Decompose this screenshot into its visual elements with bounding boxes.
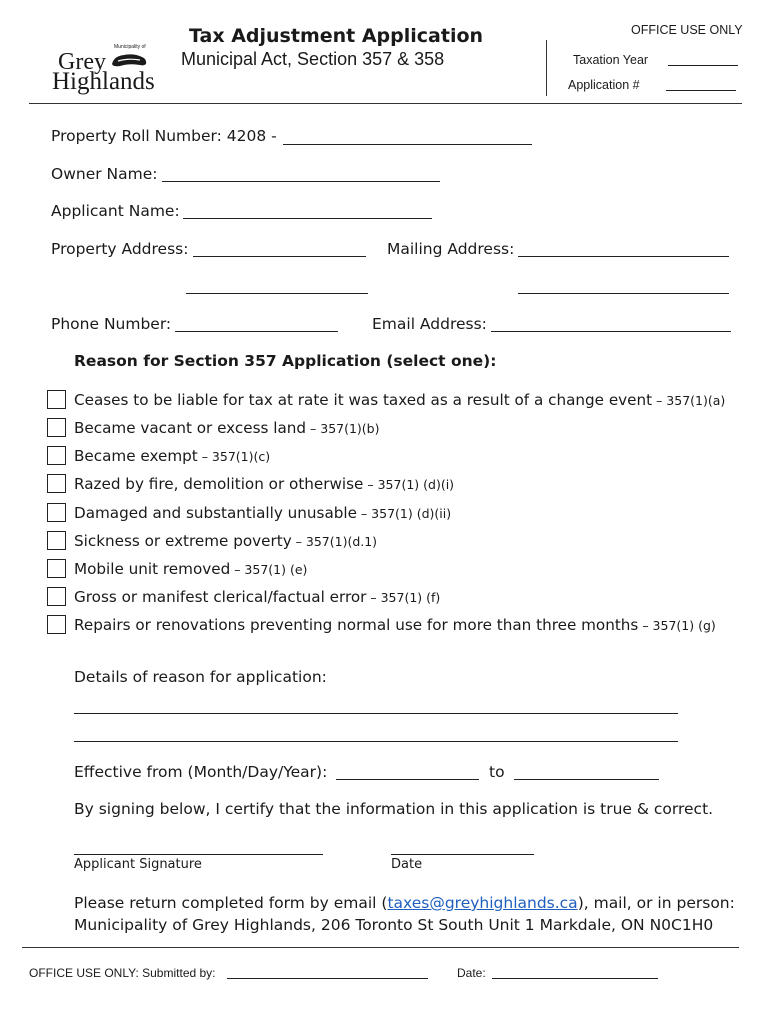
reason-checkbox[interactable]	[47, 503, 66, 522]
details-line-2[interactable]	[74, 741, 678, 742]
effective-from-label: Effective from (Month/Day/Year):	[74, 763, 328, 781]
reason-text: Razed by fire, demolition or otherwise	[74, 475, 364, 493]
reason-checkbox[interactable]	[47, 587, 66, 606]
reason-text: Gross or manifest clerical/factual error	[74, 588, 367, 606]
return-text-prefix: Please return completed form by email (	[74, 894, 388, 912]
footer-date-label: Date:	[457, 966, 486, 980]
reason-heading: Reason for Section 357 Application (select one):	[74, 352, 497, 370]
effective-to-field[interactable]	[514, 779, 659, 780]
phone-label: Phone Number:	[51, 315, 172, 333]
roll-number-label: Property Roll Number: 4208 -	[51, 127, 277, 145]
logo-grey-text: Grey	[58, 49, 106, 75]
mailing-address-field-1[interactable]	[518, 256, 729, 257]
property-address-field-1[interactable]	[193, 256, 366, 257]
email-field[interactable]	[491, 331, 731, 332]
reason-label	[74, 588, 440, 606]
taxation-year-field[interactable]	[668, 65, 738, 66]
applicant-name-field[interactable]	[183, 218, 432, 219]
reason-code: – 357(1) (d)(i)	[363, 477, 455, 492]
reason-code: – 357(1)(b)	[306, 421, 380, 436]
certify-statement: By signing below, I certify that the information in this application is true & correct.	[74, 800, 714, 818]
applicant-name-label: Applicant Name:	[51, 202, 180, 220]
email-link[interactable]: taxes@greyhighlands.ca	[387, 894, 578, 912]
return-instructions	[74, 894, 735, 912]
reason-label	[74, 504, 451, 522]
footer-divider	[22, 947, 739, 948]
phone-field[interactable]	[175, 331, 338, 332]
roll-number-field[interactable]	[283, 144, 532, 145]
header-divider-vertical	[546, 40, 547, 96]
signature-field[interactable]	[74, 854, 323, 855]
reason-text: Sickness or extreme poverty	[74, 532, 292, 550]
reason-checkbox[interactable]	[47, 474, 66, 493]
reason-label	[74, 447, 270, 465]
reason-label	[74, 475, 454, 493]
details-line-1[interactable]	[74, 713, 678, 714]
mailing-address-label: Mailing Address:	[387, 240, 515, 258]
reason-label	[74, 616, 716, 634]
logo	[52, 44, 162, 96]
reason-checkbox[interactable]	[47, 559, 66, 578]
reason-code: – 357(1) (e)	[230, 562, 308, 577]
reason-checkbox[interactable]	[47, 615, 66, 634]
reason-text: Repairs or renovations preventing normal use for more than three months	[74, 616, 639, 634]
page-subtitle: Municipal Act, Section 357 & 358	[181, 49, 445, 69]
reason-checkbox[interactable]	[47, 418, 66, 437]
municipality-address: Municipality of Grey Highlands, 206 Toronto St South Unit 1 Markdale, ON N0C1H0	[74, 916, 714, 934]
reason-code: – 357(1) (d)(ii)	[356, 506, 452, 521]
signature-date-field[interactable]	[391, 854, 534, 855]
page-title: Tax Adjustment Application	[189, 25, 484, 47]
logo-highlands-text: Highlands	[52, 68, 155, 95]
email-label: Email Address:	[372, 315, 487, 333]
application-number-label: Application #	[568, 78, 640, 92]
reason-code: – 357(1) (f)	[366, 590, 441, 605]
effective-from-field[interactable]	[336, 779, 479, 780]
reason-label	[74, 560, 307, 578]
taxation-year-label: Taxation Year	[573, 53, 649, 67]
footer-date-field[interactable]	[492, 978, 658, 979]
reason-label	[74, 419, 380, 437]
reason-text: Mobile unit removed	[74, 560, 231, 578]
property-address-field-2[interactable]	[186, 293, 368, 294]
reason-code: – 357(1) (g)	[638, 618, 716, 633]
reason-text: Became exempt	[74, 447, 198, 465]
footer-submitted-label: OFFICE USE ONLY: Submitted by:	[29, 966, 216, 980]
reason-label	[74, 391, 725, 409]
reason-checkbox[interactable]	[47, 390, 66, 409]
property-address-label: Property Address:	[51, 240, 189, 258]
reason-code: – 357(1)(d.1)	[291, 534, 378, 549]
logo-small-text: Municipality of	[114, 44, 146, 50]
application-number-field[interactable]	[666, 90, 736, 91]
reason-text: Damaged and substantially unusable	[74, 504, 357, 522]
signature-label: Applicant Signature	[74, 857, 202, 872]
owner-name-field[interactable]	[162, 181, 440, 182]
mailing-address-field-2[interactable]	[518, 293, 729, 294]
owner-name-label: Owner Name:	[51, 165, 158, 183]
reason-code: – 357(1)(a)	[652, 393, 726, 408]
header-divider	[29, 103, 742, 104]
reason-checkbox[interactable]	[47, 531, 66, 550]
reason-code: – 357(1)(c)	[197, 449, 271, 464]
reason-checkbox[interactable]	[47, 446, 66, 465]
reason-label	[74, 532, 377, 550]
office-use-only-label: OFFICE USE ONLY	[631, 23, 743, 37]
effective-to-label: to	[489, 763, 505, 781]
details-label: Details of reason for application:	[74, 668, 327, 686]
reason-text: Became vacant or excess land	[74, 419, 307, 437]
return-text-suffix: ), mail, or in person:	[577, 894, 735, 912]
reason-text: Ceases to be liable for tax at rate it was taxed as a result of a change event	[74, 391, 653, 409]
footer-submitted-field[interactable]	[227, 978, 428, 979]
signature-date-label: Date	[391, 857, 423, 872]
